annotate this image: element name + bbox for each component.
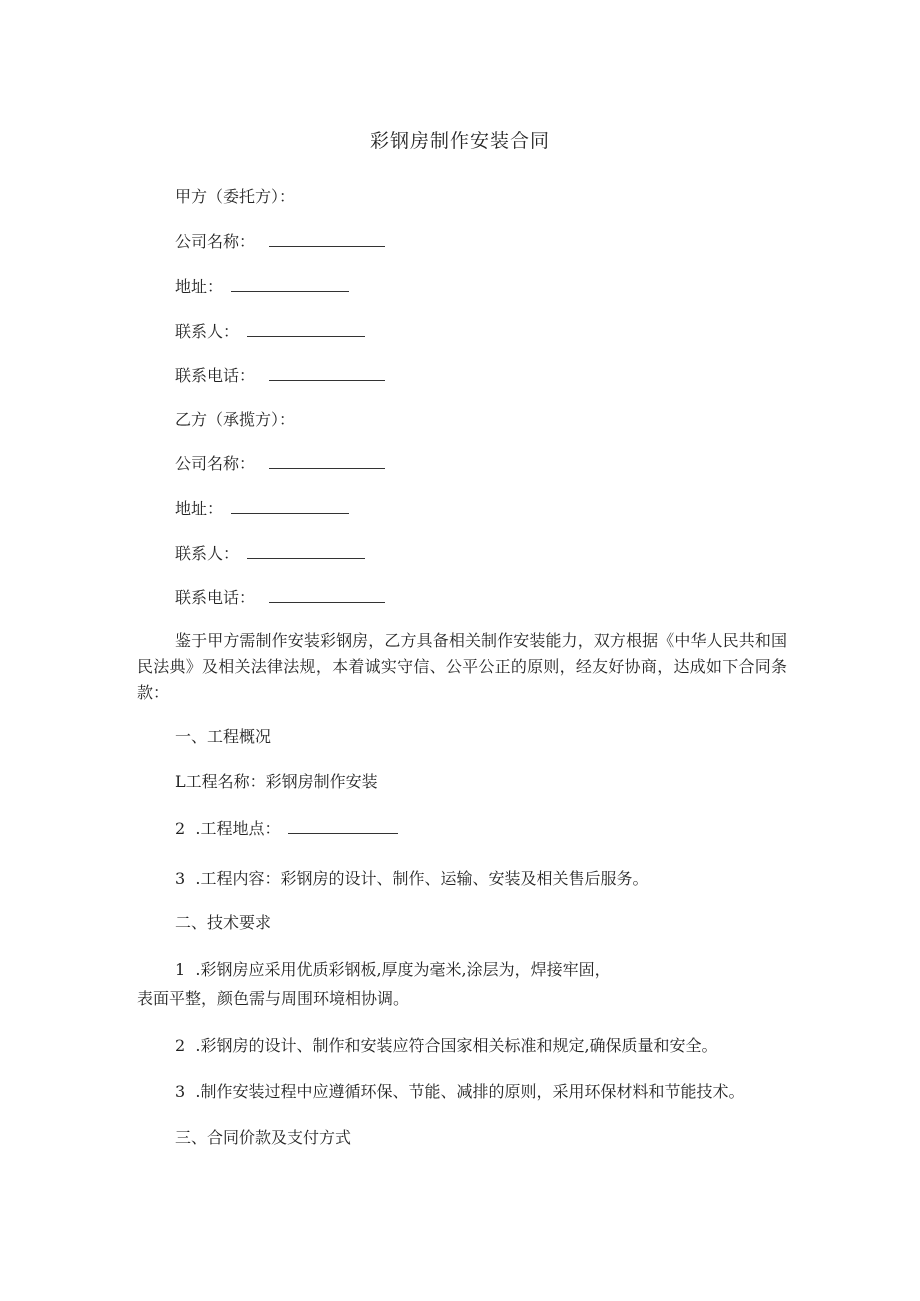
section-2-item-2: 2 .彩钢房的设计、制作和安装应符合国家相关标准和规定,确保质量和安全。	[175, 1036, 718, 1055]
section-2-heading: 二、技术要求	[175, 913, 272, 932]
party-b-address-label: 地址：	[175, 499, 224, 518]
party-a-address-label: 地址：	[175, 277, 224, 296]
document-title: 彩钢房制作安装合同	[369, 130, 550, 152]
party-a-phone-row	[175, 365, 385, 387]
party-b-heading: 乙方（承揽方）：	[175, 410, 296, 429]
party-b-company-label: 公司名称：	[175, 454, 256, 473]
party-a-phone-label: 联系电话：	[175, 366, 256, 385]
party-b-phone-row	[175, 587, 385, 609]
party-a-company-blank[interactable]	[269, 232, 385, 247]
party-a-contact-row	[175, 321, 365, 343]
party-b-contact-label: 联系人：	[175, 544, 240, 563]
party-b-company-row	[175, 453, 385, 475]
preamble-paragraph: 鉴于甲方需制作安装彩钢房，乙方具备相关制作安装能力，双方根据《中华人民共和国民法典》及相关法律法规，本着诚实守信、公平公正的原则，经友好协商，达成如下合同条款：	[137, 631, 787, 702]
section-2-item-3: 3 .制作安装过程中应遵循环保、节能、减排的原则，采用环保材料和节能技术。	[175, 1082, 745, 1101]
party-a-address-row	[175, 276, 349, 298]
party-b-address-row	[175, 498, 349, 520]
section-1-item-2-label: 2 .工程地点：	[175, 819, 281, 838]
section-3-heading: 三、合同价款及支付方式	[175, 1128, 352, 1147]
party-a-heading: 甲方（委托方）：	[175, 187, 296, 206]
party-a-company-label: 公司名称：	[175, 232, 256, 251]
party-b-contact-row	[175, 543, 365, 565]
section-1-item-1: L工程名称：彩钢房制作安装	[175, 772, 378, 791]
section-1-heading: 一、工程概况	[175, 727, 272, 746]
party-a-contact-blank[interactable]	[247, 322, 365, 337]
party-a-contact-label: 联系人：	[175, 322, 240, 341]
party-b-phone-blank[interactable]	[269, 588, 385, 603]
party-a-company-row	[175, 231, 385, 253]
section-1-item-2-row	[175, 818, 398, 840]
party-b-address-blank[interactable]	[231, 499, 349, 514]
party-b-phone-label: 联系电话：	[175, 588, 256, 607]
party-a-address-blank[interactable]	[231, 277, 349, 292]
section-1-item-3: 3 .工程内容：彩钢房的设计、制作、运输、安装及相关售后服务。	[175, 869, 649, 888]
project-location-blank[interactable]	[288, 819, 398, 834]
section-2-item-1-line-2: 表面平整，颜色需与周围环境相协调。	[137, 989, 410, 1008]
party-b-company-blank[interactable]	[269, 454, 385, 469]
party-a-phone-blank[interactable]	[269, 366, 385, 381]
section-2-item-1-line-1: 1 .彩钢房应采用优质彩钢板,厚度为毫米,涂层为，焊接牢固，	[175, 960, 611, 979]
party-b-contact-blank[interactable]	[247, 544, 365, 559]
